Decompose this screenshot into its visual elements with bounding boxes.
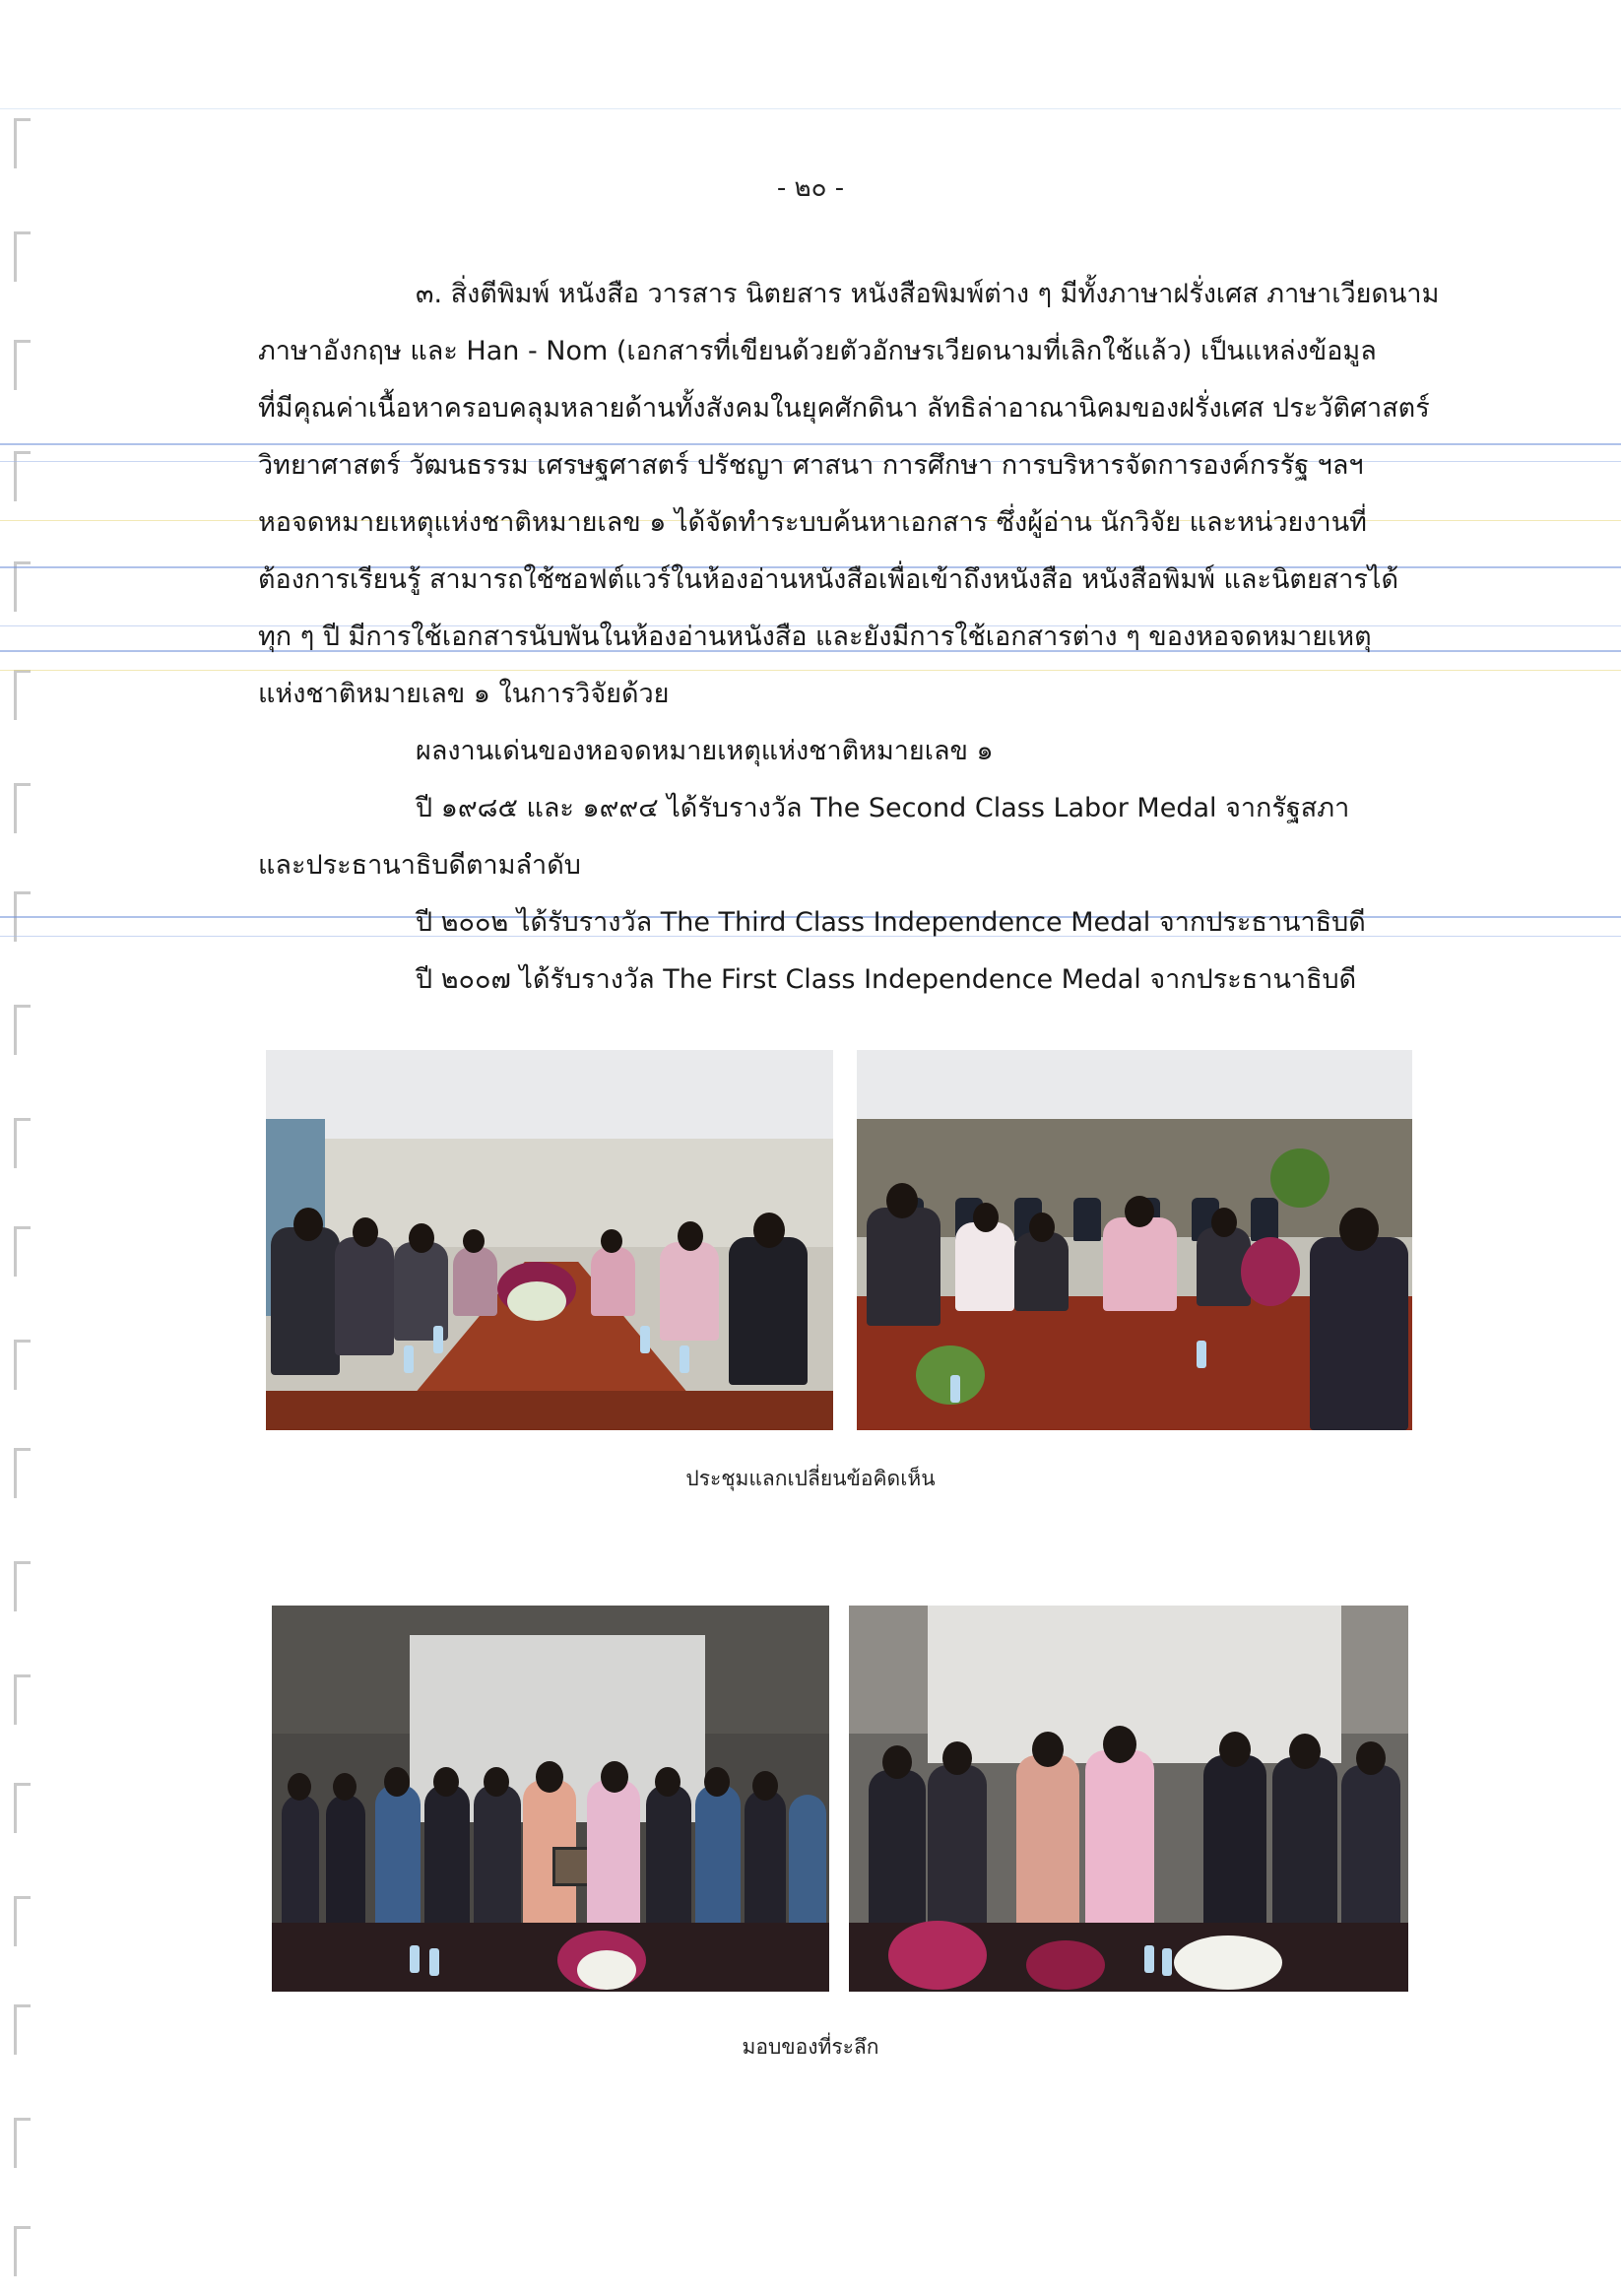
flower-arrangement (507, 1281, 566, 1321)
guest (745, 1790, 786, 1933)
souvenir-photo-left (272, 1606, 829, 1992)
water-bottle (950, 1375, 960, 1403)
chair (1251, 1198, 1278, 1241)
page-number: - ๒๐ - (776, 173, 845, 203)
attendee (335, 1237, 394, 1355)
binding-mark (14, 1118, 31, 1168)
attendee-head (601, 1229, 622, 1253)
binding-mark (14, 1561, 31, 1611)
chair (1073, 1198, 1101, 1241)
attendee-head (973, 1203, 999, 1232)
souvenir-caption: มอบของที่ระลึก (742, 2035, 879, 2059)
guest-head (288, 1773, 311, 1801)
guest-head (942, 1741, 972, 1775)
attendee (867, 1208, 940, 1326)
guest-head (536, 1761, 563, 1793)
binding-mark (14, 783, 31, 833)
attendee-head (886, 1183, 918, 1218)
attendee-head (1211, 1208, 1237, 1237)
guest (1341, 1765, 1400, 1933)
attendee-head (753, 1213, 785, 1248)
attendee-head (1029, 1213, 1055, 1242)
binding-mark (14, 1340, 31, 1390)
body-text (258, 266, 1440, 1009)
guest-head (384, 1767, 410, 1797)
guest (587, 1780, 640, 1933)
water-bottle (1162, 1948, 1172, 1976)
achievement-line: ปี ๒๐๐๗ ได้รับรางวัล The First Class Independence Medal จากประธานาธิบดี (416, 964, 1357, 995)
paragraph-line: ที่มีคุณค่าเนื้อหาครอบคลุมหลายด้านทั้งสังคมในยุคศักดินา ลัทธิล่าอาณานิคมของฝรั่งเศส ประวัติศาสตร์ (258, 393, 1430, 424)
guest-head (882, 1745, 912, 1779)
attendee (453, 1247, 497, 1316)
guest-head (484, 1767, 509, 1797)
guest (1203, 1755, 1266, 1933)
water-bottle (640, 1326, 650, 1353)
meeting-caption: ประชุมแลกเปลี่ยนข้อคิดเห็น (685, 1467, 936, 1490)
binding-mark (14, 670, 31, 720)
flower-arrangement (1174, 1935, 1282, 1990)
attendee-head (1339, 1208, 1379, 1251)
binding-mark (14, 451, 31, 501)
paragraph-line: วิทยาศาสตร์ วัฒนธรรม เศรษฐศาสตร์ ปรัชญา ศาสนา การศึกษา การบริหารจัดการองค์กรรัฐ ฯลฯ (258, 450, 1364, 481)
guest-head (1032, 1732, 1064, 1767)
guest-head (1356, 1741, 1386, 1775)
flower-arrangement (1241, 1237, 1300, 1306)
guest (474, 1785, 521, 1933)
achievement-line: และประธานาธิบดีตามลำดับ (258, 850, 581, 881)
attendee (1310, 1237, 1408, 1430)
binding-mark (14, 1674, 31, 1725)
achievement-line: ปี ๒๐๐๒ ได้รับรางวัล The Third Class Independence Medal จากประธานาธิบดี (416, 907, 1366, 938)
paragraph-line: แห่งชาติหมายเลข ๑ ในการวิจัยด้วย (258, 679, 670, 709)
ceiling (266, 1050, 833, 1139)
attendee-head (409, 1223, 434, 1253)
binding-mark (14, 1005, 31, 1055)
paragraph-line: ๓. สิ่งตีพิมพ์ หนังสือ วารสาร นิตยสาร หนังสือพิมพ์ต่าง ๆ มีทั้งภาษาฝรั่งเศส ภาษาเวียดนาม (416, 279, 1440, 309)
attendee-head (293, 1208, 323, 1241)
paragraph-line: ทุก ๆ ปี มีการใช้เอกสารนับพันในห้องอ่านหนังสือ และยังมีการใช้เอกสารต่าง ๆ ของหอจดหมายเหตุ (258, 622, 1372, 652)
binding-mark (14, 1226, 31, 1277)
guest-head (752, 1771, 778, 1801)
guest (789, 1795, 826, 1933)
guest (424, 1785, 470, 1933)
binding-mark (14, 2118, 31, 2168)
attendee (591, 1247, 635, 1316)
binding-mark (14, 1896, 31, 1946)
paragraph-line: หอจดหมายเหตุแห่งชาติหมายเลข ๑ ได้จัดทำระบบค้นหาเอกสาร ซึ่งผู้อ่าน นักวิจัย และหน่วยงานที่ (258, 507, 1367, 538)
binding-mark (14, 561, 31, 612)
attendee (271, 1227, 340, 1375)
guest-head (433, 1767, 459, 1797)
guest (646, 1785, 691, 1933)
flower-arrangement (577, 1950, 636, 1990)
guest (282, 1795, 319, 1933)
paragraph-line: ต้องการเรียนรู้ สามารถใช้ซอฟต์แวร์ในห้องอ่านหนังสือเพื่อเข้าถึงหนังสือ หนังสือพิมพ์ และนิตยสารได้ (258, 564, 1399, 595)
guest (1272, 1757, 1337, 1933)
flower-arrangement (888, 1921, 987, 1990)
guest-head (333, 1773, 357, 1801)
guest (326, 1795, 365, 1933)
guest-head (704, 1767, 730, 1797)
binding-mark (14, 1783, 31, 1833)
guest-head (1219, 1732, 1251, 1767)
souvenir-photo-right (849, 1606, 1408, 1992)
guest-head (601, 1761, 628, 1793)
guest (1085, 1750, 1154, 1933)
flower-arrangement (1026, 1940, 1105, 1990)
guest (928, 1765, 987, 1933)
attendee (1014, 1232, 1069, 1311)
scan-artifact-line (0, 108, 1621, 109)
attendee-head (353, 1217, 378, 1247)
water-bottle (1144, 1945, 1154, 1973)
guest-head (1103, 1726, 1136, 1763)
achievement-line: ปี ๑๙๘๕ และ ๑๙๙๔ ได้รับรางวัล The Second Class Labor Medal จากรัฐสภา (416, 793, 1350, 823)
attendee (1103, 1217, 1177, 1311)
plant (1270, 1148, 1329, 1208)
guest-head (1289, 1734, 1321, 1769)
binding-mark (14, 118, 31, 168)
attendee-head (678, 1221, 703, 1251)
guest (695, 1785, 741, 1933)
meeting-photo-right (857, 1050, 1412, 1430)
ceiling (857, 1050, 1412, 1119)
guest (1016, 1755, 1079, 1933)
binding-mark (14, 340, 31, 390)
water-bottle (404, 1345, 414, 1373)
attendee (955, 1222, 1014, 1311)
guest (375, 1785, 421, 1933)
attendee (660, 1242, 719, 1341)
achievements-heading: ผลงานเด่นของหอจดหมายเหตุแห่งชาติหมายเลข ๑ (416, 736, 994, 766)
attendee-head (1125, 1196, 1154, 1227)
wall (266, 1139, 833, 1247)
water-bottle (429, 1948, 439, 1976)
water-bottle (410, 1945, 420, 1973)
guest (869, 1770, 926, 1933)
guest-head (655, 1767, 681, 1797)
binding-mark (14, 231, 31, 282)
water-bottle (1197, 1341, 1206, 1368)
meeting-photo-left (266, 1050, 833, 1430)
binding-mark (14, 2226, 31, 2276)
water-bottle (433, 1326, 443, 1353)
paragraph-line: ภาษาอังกฤษ และ Han - Nom (เอกสารที่เขียนด้วยตัวอักษรเวียดนามที่เลิกใช้แล้ว) เป็นแหล่งข้อมูล (258, 336, 1377, 366)
flower-arrangement (272, 1923, 829, 1992)
water-bottle (680, 1345, 689, 1373)
floor (266, 1391, 833, 1430)
attendee-head (463, 1229, 485, 1253)
attendee (729, 1237, 808, 1385)
